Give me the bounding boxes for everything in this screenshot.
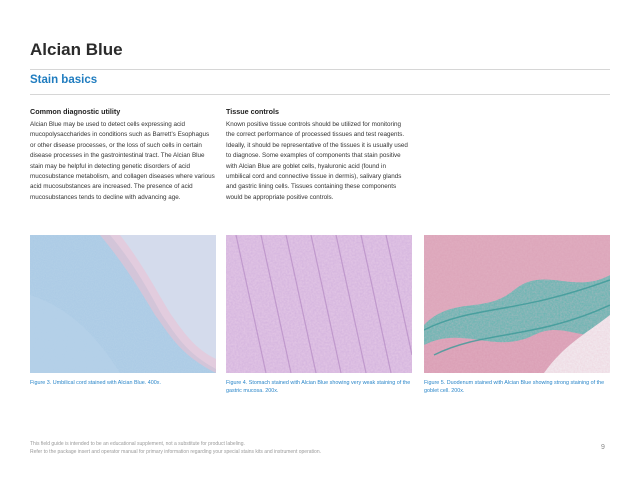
title-divider — [30, 69, 610, 70]
column-tissue-controls — [226, 107, 411, 203]
figure-caption: Figure 3. Umbilical cord stained with Alcian Blue. 400x. — [30, 380, 161, 386]
figure-caption: Figure 4. Stomach stained with Alcian Blue showing very weak staining of the gastric mucosa. 200x. — [226, 380, 411, 394]
column-diagnostic-utility — [30, 107, 215, 203]
page-title: Alcian Blue — [30, 40, 123, 59]
column-heading: Common diagnostic utility — [30, 107, 121, 116]
footer-line: This field guide is intended to be an educational supplement, not a substitute for product labeling. — [30, 441, 245, 447]
footer-line: Refer to the package insert and operator manual for primary information regarding your special stains kits and instrument operation. — [30, 449, 321, 455]
page-number: 9 — [601, 444, 605, 451]
figure-caption: Figure 5. Duodenum stained with Alcian Blue showing strong staining of the goblet cell. 200x. — [424, 380, 605, 394]
column-heading: Tissue controls — [226, 107, 279, 116]
column-body: Alcian Blue may be used to detect cells expressing acid mucopolysaccharides in conditions such as Barrett’s Esophagus or other disease processes, or the loss of such cells in certain disease processes in the gastrointestinal tract. The Alcian Blue stain may be helpful in detecting genetic disorders of acid mucosubstance metabolism, and collagen diseases where various acid mucosubstances are increased. The presence of acid mucosubstances tends to decline with advancing age. — [30, 121, 215, 201]
column-body: Known positive tissue controls should be utilized for monitoring the correct performance of processed tissues and test reagents. Ideally, it should be representative of the tissues it is usually used to diagnose. Some examples of components that stain positive with Alcian Blue are goblet cells, hyaluronic acid (found in umbilical cord and connective tissue in dermis), salivary glands and gastric lining cells. Tissues containing these components would be appropriate positive controls. — [226, 121, 408, 201]
figure-duodenum-image — [424, 235, 610, 373]
section-heading: Stain basics — [30, 74, 98, 86]
figure-umbilical-cord-image — [30, 235, 216, 373]
footer-disclaimer — [30, 440, 321, 456]
section-divider — [30, 94, 610, 95]
figure-stomach-image — [226, 235, 412, 373]
